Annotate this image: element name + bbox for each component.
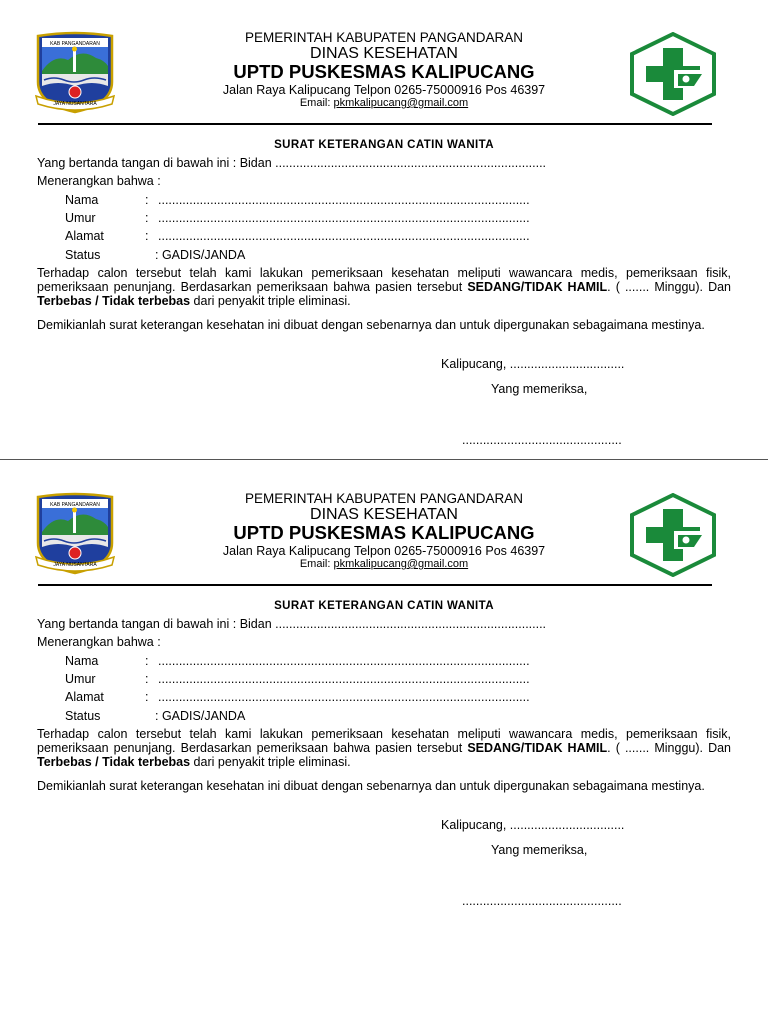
letter-title: SURAT KETERANGAN CATIN WANITA [274,600,494,612]
letter-1 [0,0,768,460]
signature-line: .............................................. [462,894,622,908]
svg-text:JAYA NUSANTARA: JAYA NUSANTARA [53,562,97,568]
examination-paragraph [37,727,731,769]
header-rule [38,123,712,125]
field-value-nama: ........................................................................................................... [158,654,530,668]
field-value-alamat: ........................................................................................................... [158,690,530,704]
field-colon: : [145,211,149,225]
declare-line: Menerangkan bahwa : [37,174,161,188]
field-value-umur: ........................................................................................................... [158,211,530,225]
address-line: Jalan Raya Kalipucang Telpon 0265-75000916 Pos 46397 [222,544,546,558]
government-name: PEMERINTAH KABUPATEN PANGANDARAN [244,30,524,45]
declare-line: Menerangkan bahwa : [37,635,161,649]
examination-paragraph [37,266,731,308]
header-rule [38,584,712,586]
svg-text:KAB PANGANDARAN: KAB PANGANDARAN [50,502,100,508]
para-text: dari penyakit triple eliminasi. [190,755,351,769]
field-value-status: : GADIS/JANDA [155,248,246,262]
field-value-alamat: ........................................................................................................... [158,229,530,243]
pregnancy-status: SEDANG/TIDAK HAMIL [467,280,608,294]
signer-line: Yang bertanda tangan di bawah ini : Bidan .............................................................................. [37,617,547,631]
examiner-label: Yang memeriksa, [491,382,588,396]
field-colon: : [145,193,149,207]
department-name: DINAS KESEHATAN [310,506,458,523]
field-label-umur: Umur [65,672,96,686]
facility-name: UPTD PUSKESMAS KALIPUCANG [233,522,535,543]
puskesmas-cross-icon [628,32,718,116]
para-text: . ( ....... Minggu). Dan [607,280,732,294]
closing-paragraph: Demikianlah surat keterangan kesehatan ini dibuat dengan sebenarnya dan untuk dipergunakan sebagaimana mestinya. [37,779,705,793]
email-line [150,98,618,109]
email-link[interactable]: pkmkalipucang@gmail.com [333,97,469,109]
field-label-alamat: Alamat [65,690,104,704]
signature-line: .............................................. [462,433,622,447]
place-date: Kalipucang, ................................. [441,818,625,832]
field-colon: : [145,229,149,243]
field-label-status: Status [65,709,101,723]
email-label: Email: [299,97,331,109]
regency-crest-icon [34,30,116,114]
elimination-status: Terbebas / Tidak terbebas [37,294,191,308]
field-colon: : [145,654,149,668]
field-value-nama: ........................................................................................................... [158,193,530,207]
elimination-status: Terbebas / Tidak terbebas [37,755,191,769]
para-text: . ( ....... Minggu). Dan [607,741,732,755]
regency-crest-icon [34,491,116,575]
field-label-nama: Nama [65,654,99,668]
signer-line: Yang bertanda tangan di bawah ini : Bidan .............................................................................. [37,156,547,170]
field-label-nama: Nama [65,193,99,207]
field-value-status: : GADIS/JANDA [155,709,246,723]
field-colon: : [145,690,149,704]
examiner-label: Yang memeriksa, [491,843,588,857]
department-name: DINAS KESEHATAN [310,45,458,62]
para-text: dari penyakit triple eliminasi. [190,294,351,308]
svg-text:KAB PANGANDARAN: KAB PANGANDARAN [50,41,100,47]
puskesmas-cross-icon [628,493,718,577]
svg-text:JAYA NUSANTARA: JAYA NUSANTARA [53,101,97,107]
email-line [150,559,618,570]
para-text: Terhadap calon tersebut telah kami lakukan pemeriksaan kesehatan meliputi wawancara medis, pemeriksaan fisik, pemeriksaan penunjang. Berdasarkan pemeriksaan bahwa pasien tersebut [37,727,731,755]
para-text: Terhadap calon tersebut telah kami lakukan pemeriksaan kesehatan meliputi wawancara medis, pemeriksaan fisik, pemeriksaan penunjang. Berdasarkan pemeriksaan bahwa pasien tersebut [37,266,731,294]
letter-title: SURAT KETERANGAN CATIN WANITA [274,139,494,151]
field-label-alamat: Alamat [65,229,104,243]
government-name: PEMERINTAH KABUPATEN PANGANDARAN [244,491,524,506]
letter-2 [0,461,768,921]
field-value-umur: ........................................................................................................... [158,672,530,686]
cut-line [0,459,768,460]
address-line: Jalan Raya Kalipucang Telpon 0265-75000916 Pos 46397 [222,83,546,97]
pregnancy-status: SEDANG/TIDAK HAMIL [467,741,608,755]
place-date: Kalipucang, ................................. [441,357,625,371]
email-link[interactable]: pkmkalipucang@gmail.com [333,558,469,570]
field-colon: : [145,672,149,686]
closing-paragraph: Demikianlah surat keterangan kesehatan ini dibuat dengan sebenarnya dan untuk dipergunakan sebagaimana mestinya. [37,318,705,332]
email-label: Email: [299,558,331,570]
field-label-umur: Umur [65,211,96,225]
field-label-status: Status [65,248,101,262]
facility-name: UPTD PUSKESMAS KALIPUCANG [233,61,535,82]
